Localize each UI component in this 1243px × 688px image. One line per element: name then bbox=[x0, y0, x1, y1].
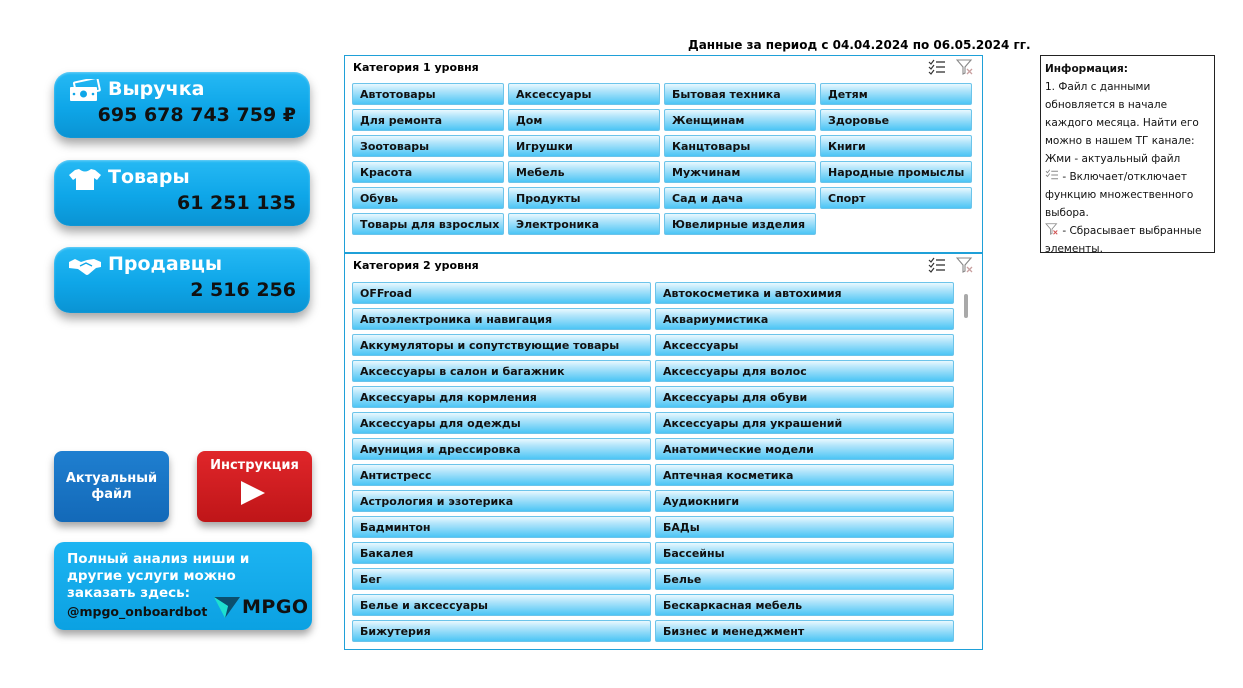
slicer-2-tools bbox=[928, 257, 974, 273]
info-box bbox=[1040, 55, 1215, 253]
kpi-sellers-card bbox=[54, 247, 310, 313]
info-line-3-text: - Сбрасывает выбранные элементы. bbox=[1045, 225, 1202, 255]
multiselect-icon bbox=[1045, 169, 1059, 181]
kpi-sellers-value: 2 516 256 bbox=[190, 279, 296, 301]
scrollbar-thumb[interactable] bbox=[964, 294, 968, 318]
slicer-item[interactable]: Товары для взрослых bbox=[352, 213, 504, 235]
slicer-1-tools bbox=[928, 59, 974, 75]
period-label: Данные за период с 04.04.2024 по 06.05.2024 гг. bbox=[688, 38, 1031, 52]
multiselect-icon[interactable] bbox=[928, 257, 946, 273]
info-line-3 bbox=[1045, 222, 1210, 258]
slicer-item[interactable]: Аксессуары для украшений bbox=[655, 412, 954, 434]
actual-file-button[interactable]: Актуальный файл bbox=[54, 451, 169, 522]
kpi-revenue-title: Выручка bbox=[108, 78, 205, 100]
clear-filter-icon bbox=[1045, 223, 1059, 235]
slicer-item[interactable]: Автоэлектроника и навигация bbox=[352, 308, 651, 330]
slicer-item[interactable]: Аксессуары bbox=[508, 83, 660, 105]
multiselect-icon[interactable] bbox=[928, 59, 946, 75]
mpgo-logo bbox=[212, 594, 309, 620]
slicer-item[interactable]: Аксессуары для кормления bbox=[352, 386, 651, 408]
slicer-item[interactable]: Астрология и эзотерика bbox=[352, 490, 651, 512]
slicer-item[interactable]: Продукты bbox=[508, 187, 660, 209]
info-title: Информация: bbox=[1045, 63, 1128, 75]
info-line-2 bbox=[1045, 168, 1210, 222]
slicer-item[interactable]: Анатомические модели bbox=[655, 438, 954, 460]
slicer-item[interactable]: Аксессуары для одежды bbox=[352, 412, 651, 434]
slicer-item[interactable]: Аквариумистика bbox=[655, 308, 954, 330]
slicer-item[interactable]: Аудиокниги bbox=[655, 490, 954, 512]
slicer-1-grid bbox=[352, 83, 972, 235]
kpi-goods-value: 61 251 135 bbox=[177, 192, 296, 214]
handshake-icon bbox=[68, 254, 102, 278]
slicer-item[interactable]: Бижутерия bbox=[352, 620, 651, 642]
slicer-item[interactable]: Женщинам bbox=[664, 109, 816, 131]
slicer-item[interactable]: Бескаркасная мебель bbox=[655, 594, 954, 616]
mpgo-logo-text: MPGO bbox=[242, 596, 309, 618]
kpi-sellers-title: Продавцы bbox=[108, 253, 223, 275]
kpi-revenue-card bbox=[54, 72, 310, 138]
slicer-item[interactable]: Бадминтон bbox=[352, 516, 651, 538]
slicer-item[interactable]: Бег bbox=[352, 568, 651, 590]
slicer-item[interactable]: Электроника bbox=[508, 213, 660, 235]
kpi-goods-card bbox=[54, 160, 310, 226]
mpgo-logo-icon bbox=[212, 594, 242, 620]
slicer-2-grid bbox=[352, 282, 954, 642]
slicer-item[interactable]: Игрушки bbox=[508, 135, 660, 157]
clear-filter-icon[interactable] bbox=[956, 59, 974, 75]
slicer-item[interactable]: Аксессуары в салон и багажник bbox=[352, 360, 651, 382]
instructions-button[interactable] bbox=[197, 451, 312, 522]
slicer-item[interactable]: Канцтовары bbox=[664, 135, 816, 157]
tshirt-icon bbox=[68, 167, 102, 191]
slicer-item[interactable]: Зоотовары bbox=[352, 135, 504, 157]
slicer-item[interactable]: Белье bbox=[655, 568, 954, 590]
slicer-1-title: Категория 1 уровня bbox=[353, 61, 479, 74]
slicer-item[interactable]: Спорт bbox=[820, 187, 972, 209]
slicer-item[interactable]: Ювелирные изделия bbox=[664, 213, 816, 235]
slicer-item[interactable]: Аптечная косметика bbox=[655, 464, 954, 486]
kpi-goods-title: Товары bbox=[108, 166, 190, 188]
slicer-item[interactable]: Мужчинам bbox=[664, 161, 816, 183]
slicer-item[interactable]: Белье и аксессуары bbox=[352, 594, 651, 616]
money-icon bbox=[68, 79, 102, 103]
slicer-item[interactable]: Антистресс bbox=[352, 464, 651, 486]
slicer-item[interactable]: Аксессуары для обуви bbox=[655, 386, 954, 408]
instructions-label: Инструкция bbox=[210, 458, 299, 473]
slicer-item[interactable]: Аксессуары для волос bbox=[655, 360, 954, 382]
info-line-1: 1. Файл с данными обновляется в начале каждого месяца. Найти его можно в нашем ТГ канале: Жми - актуальный файл bbox=[1045, 81, 1199, 165]
slicer-item[interactable]: Бакалея bbox=[352, 542, 651, 564]
slicer-item[interactable]: OFFroad bbox=[352, 282, 651, 304]
slicer-item[interactable]: Красота bbox=[352, 161, 504, 183]
slicer-item[interactable]: Здоровье bbox=[820, 109, 972, 131]
slicer-item[interactable]: БАДы bbox=[655, 516, 954, 538]
slicer-2-title: Категория 2 уровня bbox=[353, 259, 479, 272]
slicer-item[interactable]: Книги bbox=[820, 135, 972, 157]
slicer-item[interactable]: Амуниция и дрессировка bbox=[352, 438, 651, 460]
slicer-item[interactable]: Автотовары bbox=[352, 83, 504, 105]
slicer-item[interactable]: Для ремонта bbox=[352, 109, 504, 131]
slicer-item[interactable]: Сад и дача bbox=[664, 187, 816, 209]
promo-handle[interactable]: @mpgo_onboardbot bbox=[67, 604, 208, 619]
slicer-item[interactable]: Детям bbox=[820, 83, 972, 105]
slicer-item[interactable]: Бизнес и менеджмент bbox=[655, 620, 954, 642]
slicer-item[interactable]: Аксессуары bbox=[655, 334, 954, 356]
kpi-revenue-value: 695 678 743 759 ₽ bbox=[97, 104, 296, 126]
slicer-item[interactable]: Бытовая техника bbox=[664, 83, 816, 105]
info-line-2-text: - Включает/отключает функцию множественного выбора. bbox=[1045, 171, 1194, 219]
slicer-item[interactable]: Автокосметика и автохимия bbox=[655, 282, 954, 304]
clear-filter-icon[interactable] bbox=[956, 257, 974, 273]
slicer-item[interactable]: Обувь bbox=[352, 187, 504, 209]
slicer-item[interactable]: Мебель bbox=[508, 161, 660, 183]
slicer-item[interactable]: Аккумуляторы и сопутствующие товары bbox=[352, 334, 651, 356]
slicer-item[interactable]: Народные промыслы bbox=[820, 161, 972, 183]
slicer-item[interactable]: Бассейны bbox=[655, 542, 954, 564]
promo-banner[interactable] bbox=[54, 542, 312, 630]
slicer-category-1 bbox=[344, 55, 983, 253]
slicer-2-scrollbar[interactable] bbox=[963, 289, 969, 644]
play-icon bbox=[241, 481, 265, 505]
promo-text: Полный анализ ниши и другие услуги можно заказать здесь: bbox=[67, 551, 250, 601]
slicer-item[interactable]: Дом bbox=[508, 109, 660, 131]
slicer-category-2 bbox=[344, 253, 983, 650]
